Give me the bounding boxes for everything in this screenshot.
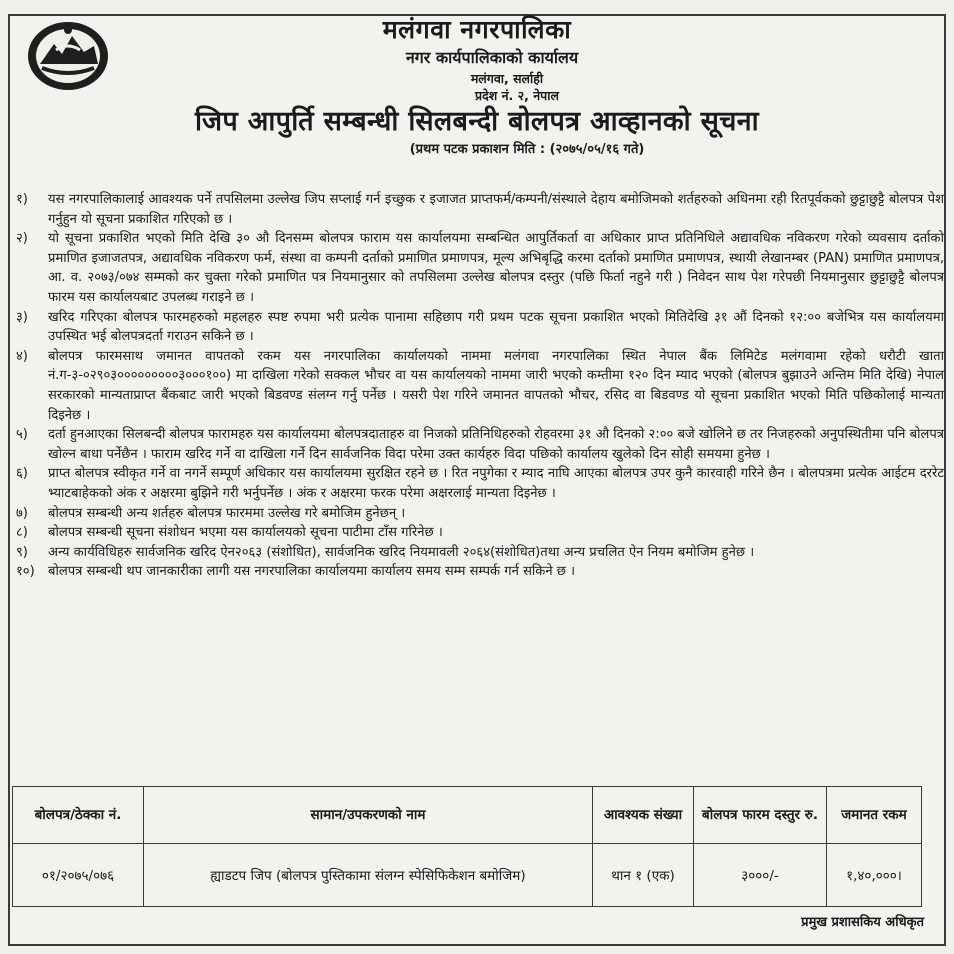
- list-item: [12, 543, 944, 563]
- item-text: दर्ता हुनआएका सिलबन्दी बोलपत्र फारामहरु यस कार्यालयमा बोलपत्रदाताहरु वा निजको प्रतिनिधिहरुको रोहवरमा ३१ औ दिनको २:०० बजे खोलिने छ तर निजहरुको अनुपस्थितीमा पनि बोलपत्र खोल्न बाधा पर्नेछैन । फाराम खरिद गर्ने वा दाखिला गर्ने दिन सार्वजनिक विदा परेमा उक्त कार्यहरु विदा पछिको कार्यालय खुलेको दिन सोही समयमा हुनेछ ।: [48, 427, 944, 462]
- column-header-bid-number: बोलपत्र/ठेक्का नं.: [13, 787, 144, 844]
- notice-header: [0, 14, 954, 160]
- list-item: [12, 347, 944, 425]
- item-number: ९): [16, 544, 28, 560]
- office-name: मलंगवा नगरपालिका: [382, 15, 572, 44]
- item-number: ३): [16, 309, 28, 325]
- list-item: [12, 308, 944, 347]
- list-item: [12, 229, 944, 307]
- office-address: मलंगवा, सर्लाही: [470, 71, 544, 86]
- item-text: बोलपत्र सम्बन्धी अन्य शर्तहरु बोलपत्र फारममा उल्लेख गरे बमोजिम हुनेछन् ।: [48, 505, 406, 521]
- list-item: [12, 425, 944, 464]
- item-text: यस नगरपालिकालाई आवश्यक पर्ने तपसिलमा उल्लेख जिप सप्लाई गर्न इच्छुक र इजाजत प्राप्तफर्म/कम्पनी/संस्थाले देहाय बमोजिमको शर्तहरुको अधिनमा रही रितपूर्वकको छुट्टाछुट्टै बोलपत्र पेश गर्नुहुन यो सूचना प्रकाशित गरिएको छ ।: [48, 192, 944, 227]
- table-row: [13, 844, 922, 907]
- item-number: ५): [16, 427, 28, 443]
- item-number: १): [16, 192, 28, 207]
- item-text: बोलपत्र सम्बन्धी सूचना संशोधन भएमा यस कार्यालयको सूचना पाटीमा टाँस गरिनेछ ।: [48, 525, 443, 541]
- item-text: अन्य कार्यविधिहरु सार्वजनिक खरिद ऐन२०६३ (संशोधित), सार्वजनिक खरिद नियमावली २०६४(संशोधित)तथा अन्य प्रचलित ऐन नियम बमोजिम हुनेछ ।: [48, 544, 755, 560]
- notice-items: [12, 190, 944, 582]
- table-header-row: [13, 787, 922, 844]
- column-header-quantity: आवश्यक संख्या: [593, 787, 694, 844]
- item-number: ४): [16, 348, 28, 364]
- cell-security-amount: १,४०,०००।: [827, 844, 922, 907]
- notice-title: जिप आपुर्ति सम्बन्धी सिलबन्दी बोलपत्र आव्हानको सूचना: [195, 106, 759, 137]
- signatory-title: प्रमुख प्रशासकिय अधिकृत: [801, 915, 924, 930]
- item-number: ६): [16, 466, 28, 482]
- bid-table: [12, 786, 922, 907]
- list-item: [12, 504, 944, 524]
- item-text: प्राप्त बोलपत्र स्वीकृत गर्ने वा नगर्ने सम्पूर्ण अधिकार यस कार्यालयमा सुरक्षित रहने छ । रित नपुगेका र म्याद नाघि आएका बोलपत्र उपर कुनै कारवाही गरिने छैन । बोलपत्रमा प्रत्येक आईटम दररेट भ्याटबाहेकको अंक र अक्षरमा बुझिने गरी भर्नुपर्नेछ । अंक र अक्षरमा फरक परेमा अक्षरलाई मान्यता दिइनेछ ।: [48, 466, 944, 501]
- item-text: बोलपत्र फारमसाथ जमानत वापतको रकम यस नगरपालिका कार्यालयको नाममा मलंगवा नगरपालिका स्थित नेपाल बैंक लिमिटेड मलंगवामा रहेको धरौटी खाता नं.ग-३-०२९०३०००००००००३०००१००) मा दाखिला गरेको सक्कल भौचर वा यस कार्यालयको नाममा जारी भएको कम्तीमा १२० दिन म्याद भएको (बोलपत्र बुझाउने अन्तिम मिति देखि) नेपाल सरकारको मान्यताप्राप्त बैंकबाट जारी भएको बिडवण्ड संलग्न गर्नु पर्नेछ । यसरी पेश गरिने जमानत वापतको भौचर, रसिद वा बिडवण्ड यो सूचना प्रकाशित भएको मिति पछिकोलाई मान्यता दिइनेछ ।: [48, 348, 944, 423]
- item-number: २): [16, 231, 28, 247]
- office-subtitle: नगर कार्यपालिकाको कार्यालय: [405, 48, 579, 67]
- item-number: १०): [16, 564, 35, 580]
- list-item: [12, 523, 944, 543]
- cell-form-fee: ३०००/-: [694, 844, 827, 907]
- item-number: ८): [16, 525, 28, 541]
- list-item: [12, 562, 944, 582]
- column-header-item-name: सामान/उपकरणको नाम: [144, 787, 593, 844]
- cell-item-name: ह्याडटप जिप (बोलपत्र पुस्तिकामा संलग्न स्पेसिफिकेशन बमोजिम): [144, 844, 593, 907]
- cell-bid-number: ०१/२०७५/०७६: [13, 844, 144, 907]
- office-province: प्रदेश नं. २, नेपाल: [475, 88, 559, 103]
- item-number: ७): [16, 505, 28, 521]
- item-text: यो सूचना प्रकाशित भएको मिति देखि ३० औ दिनसम्म बोलपत्र फाराम यस कार्यालयमा सम्बन्धित आपुर्तिकर्ता वा अधिकार प्राप्त प्रतिनिधिले अद्यावधिक नविकरण गरेको व्यवसाय दर्ताको प्रमाणित इजाजतपत्र, अद्यावधिक नविकरण फर्म, संस्था वा कम्पनी दर्ताको प्रमाणित प्रमाणपत्र, मूल्य अभिबृद्धि करमा दर्ताको प्रमाणित प्रमाणपत्र, स्थायी लेखानम्बर (PAN) प्रमाणित प्रमाणपत्र, आ. व. २०७३/०७४ सम्मको कर चुक्ता गरेको प्रमाणित पत्र नियमानुसार को तपसिलमा उल्लेख बोलपत्र दस्तुर (पछि फिर्ता नहुने गरी ) निवेदन साथ पेश गरेपछी नियमानुसार छुट्टाछुट्टै बोलपत्र फारम यस कार्यालयबाट उपलब्ध गराइने छ ।: [48, 231, 944, 305]
- publication-date: (प्रथम पटक प्रकाशन मिति : (२०७५/०५/१६ गते): [409, 142, 645, 157]
- item-text: खरिद गरिएका बोलपत्र फारमहरुको महलहरु स्पष्ट रुपमा भरी प्रत्येक पानामा सहिछाप गरी प्रथम पटक सूचना प्रकाशित भएको मितिदेखि ३१ औं दिनको १२:०० बजेभित्र यस कार्यालयमा उपस्थित भई बोलपत्रदर्ता गराउन सकिने छ ।: [48, 309, 944, 345]
- list-item: [12, 464, 944, 503]
- item-text: बोलपत्र सम्बन्धी थप जानकारीका लागी यस नगरपालिका कार्यालयमा कार्यालय समय सम्म सम्पर्क गर्न सकिने छ ।: [48, 564, 576, 580]
- cell-quantity: थान १ (एक): [593, 844, 694, 907]
- list-item: [12, 190, 944, 229]
- column-header-form-fee: बोलपत्र फारम दस्तुर रु.: [694, 787, 827, 844]
- column-header-security-amount: जमानत रकम: [827, 787, 922, 844]
